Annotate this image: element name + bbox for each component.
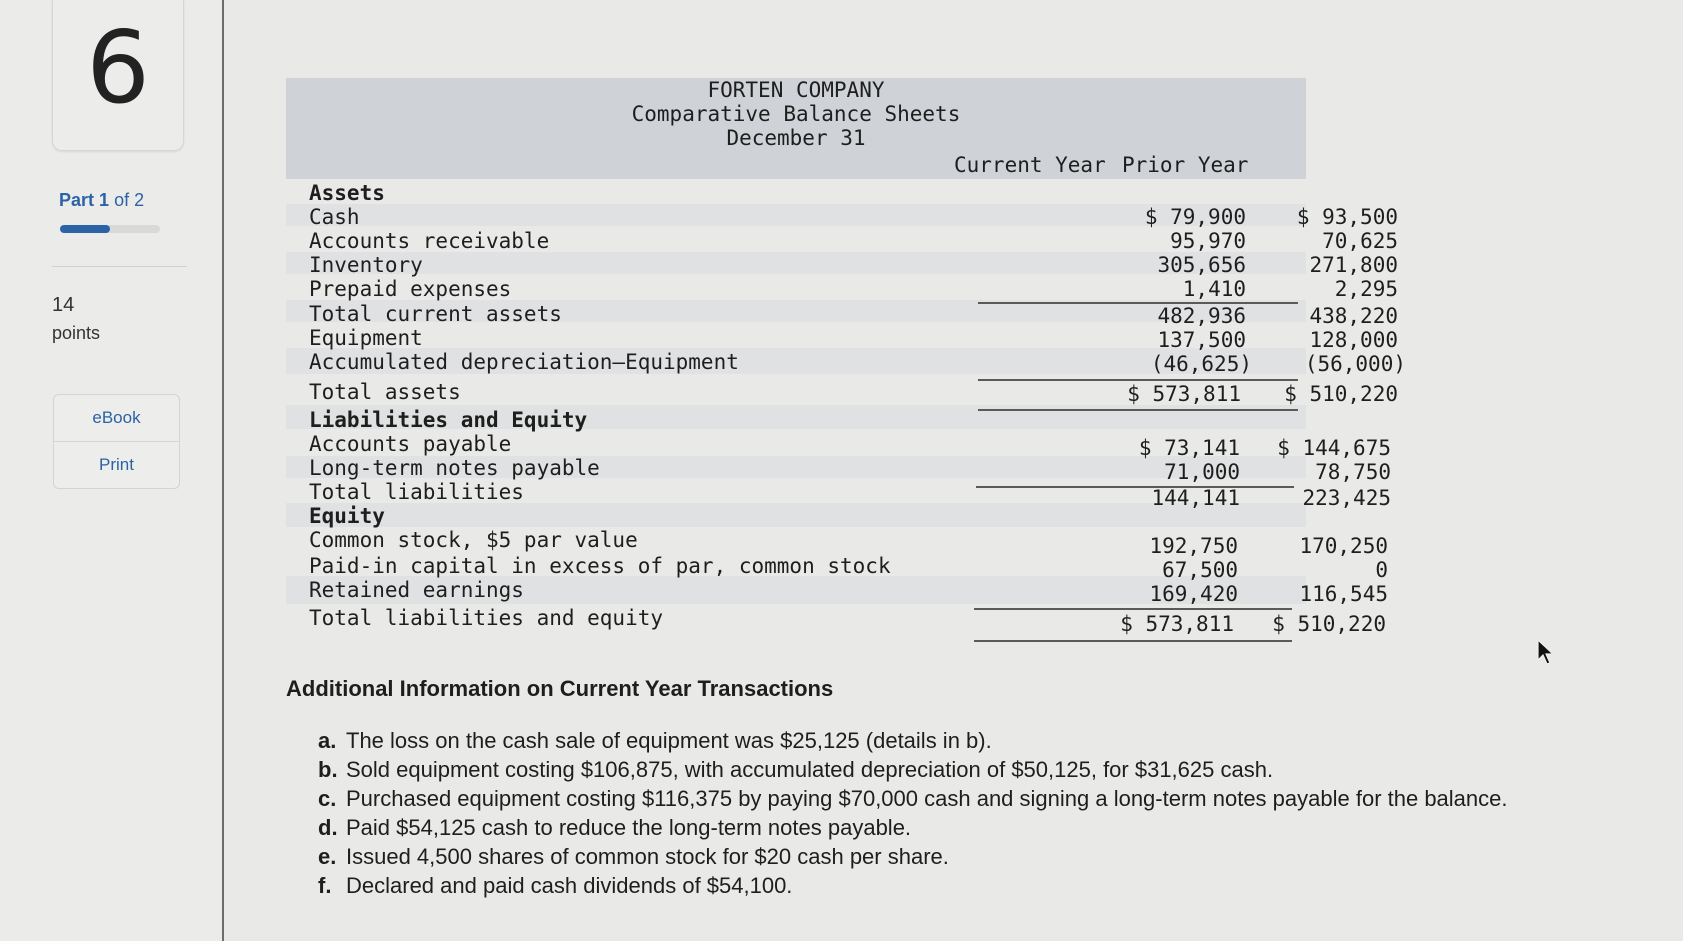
- common-stock-label: Common stock, $5 par value: [309, 528, 638, 552]
- pic-label: Paid-in capital in excess of par, common stock: [309, 554, 891, 578]
- item-letter: b.: [318, 757, 338, 782]
- total-assets-label: Total assets: [309, 380, 461, 404]
- additional-info-title: Additional Information on Current Year Transactions: [286, 676, 834, 701]
- total-liabilities-prior: 223,425: [1302, 486, 1391, 510]
- inventory-prior: 271,800: [1309, 253, 1398, 277]
- prepaid-current: 1,410: [1182, 277, 1246, 301]
- pic-current: 67,500: [1162, 558, 1238, 582]
- total-liabilities-label: Total liabilities: [309, 480, 524, 504]
- inventory-current: 305,656: [1157, 253, 1246, 277]
- list-item: [318, 757, 1568, 783]
- balance-sheet: [286, 78, 1406, 650]
- part-current: 1: [99, 190, 110, 210]
- liabilities-equity-heading: Liabilities and Equity: [309, 408, 588, 432]
- equipment-current: 137,500: [1157, 328, 1246, 352]
- ltnp-label: Long-term notes payable: [309, 456, 600, 480]
- total-current-assets-current: 482,936: [1157, 304, 1246, 328]
- subtotal-rule: [974, 608, 1292, 610]
- mouse-cursor-icon: [1536, 638, 1556, 666]
- total-le-prior: $ 510,220: [1272, 612, 1386, 636]
- ar-current: 95,970: [1170, 229, 1246, 253]
- part-progress-bar: [60, 225, 160, 233]
- ltnp-current: 71,000: [1164, 460, 1240, 484]
- list-item: [318, 786, 1568, 812]
- col-current-year: Current Year: [954, 153, 1106, 177]
- total-current-assets-prior: 438,220: [1309, 304, 1398, 328]
- rail-divider: [52, 266, 187, 267]
- item-text: Paid $54,125 cash to reduce the long-term notes payable.: [346, 815, 912, 840]
- list-item: [318, 815, 1568, 841]
- additional-info-list: [318, 728, 1568, 902]
- item-text: Sold equipment costing $106,875, with accumulated depreciation of $50,125, for $31,625 cash.: [346, 757, 1274, 782]
- accum-dep-prior: (56,000): [1304, 352, 1406, 376]
- item-text: Declared and paid cash dividends of $54,100.: [346, 873, 793, 898]
- inventory-label: Inventory: [309, 253, 423, 277]
- list-item: [318, 873, 1568, 899]
- col-prior-year: Prior Year: [1122, 153, 1249, 177]
- total-current-assets-label: Total current assets: [309, 302, 562, 326]
- common-stock-current: 192,750: [1149, 534, 1238, 558]
- accum-dep-label: Accumulated depreciation—Equipment: [309, 350, 739, 374]
- prepaid-label: Prepaid expenses: [309, 277, 512, 301]
- question-number-box: [52, 0, 184, 151]
- ltnp-prior: 78,750: [1315, 460, 1391, 484]
- cash-current: $ 79,900: [1144, 205, 1246, 229]
- total-le-current: $ 573,811: [1120, 612, 1234, 636]
- ar-label: Accounts receivable: [309, 229, 550, 253]
- cash-prior: $ 93,500: [1296, 205, 1398, 229]
- total-assets-current: $ 573,811: [1127, 382, 1241, 406]
- points-label: points: [52, 323, 101, 343]
- total-liabilities-current: 144,141: [1151, 486, 1240, 510]
- sheet-title: Comparative Balance Sheets: [631, 102, 961, 126]
- item-letter: d.: [318, 815, 338, 840]
- subtotal-rule: [978, 379, 1298, 381]
- item-letter: c.: [318, 786, 337, 811]
- points-value: 14: [52, 294, 75, 316]
- item-text: The loss on the cash sale of equipment was $25,125 (details in b).: [346, 728, 992, 753]
- total-le-label: Total liabilities and equity: [309, 606, 664, 630]
- sheet-header: [286, 78, 1306, 179]
- print-button[interactable]: Print: [53, 441, 180, 489]
- sheet-date: December 31: [726, 126, 866, 150]
- retained-earnings-prior: 116,545: [1299, 582, 1388, 606]
- prepaid-prior: 2,295: [1334, 277, 1398, 301]
- part-label: Part: [59, 190, 95, 210]
- list-item: [318, 844, 1568, 870]
- assets-heading: Assets: [309, 181, 385, 205]
- part-of: of 2: [114, 190, 145, 210]
- equipment-label: Equipment: [309, 326, 423, 350]
- accum-dep-current: (46,625): [1150, 352, 1252, 376]
- total-rule: [974, 640, 1292, 642]
- item-letter: a.: [318, 728, 337, 753]
- list-item: [318, 728, 1568, 754]
- item-letter: e.: [318, 844, 337, 869]
- ap-current: $ 73,141: [1138, 436, 1240, 460]
- equipment-prior: 128,000: [1309, 328, 1398, 352]
- retained-earnings-current: 169,420: [1149, 582, 1238, 606]
- pic-prior: 0: [1375, 558, 1388, 582]
- retained-earnings-label: Retained earnings: [309, 578, 524, 602]
- ap-label: Accounts payable: [309, 432, 512, 456]
- left-rail: [0, 0, 224, 941]
- ar-prior: 70,625: [1322, 229, 1398, 253]
- part-indicator: [59, 190, 144, 211]
- total-assets-prior: $ 510,220: [1284, 382, 1398, 406]
- item-text: Purchased equipment costing $116,375 by paying $70,000 cash and signing a long-term notes payable for the balance.: [346, 786, 1508, 811]
- item-text: Issued 4,500 shares of common stock for $20 cash per share.: [346, 844, 949, 869]
- item-letter: f.: [318, 873, 332, 898]
- company-name: FORTEN COMPANY: [707, 78, 885, 102]
- common-stock-prior: 170,250: [1299, 534, 1388, 558]
- equity-heading: Equity: [309, 504, 385, 528]
- cash-label: Cash: [309, 205, 360, 229]
- part-progress-fill: [60, 225, 110, 233]
- ap-prior: $ 144,675: [1277, 436, 1391, 460]
- question-number: 6: [86, 9, 150, 126]
- total-rule: [978, 409, 1298, 411]
- ebook-button[interactable]: eBook: [53, 394, 180, 442]
